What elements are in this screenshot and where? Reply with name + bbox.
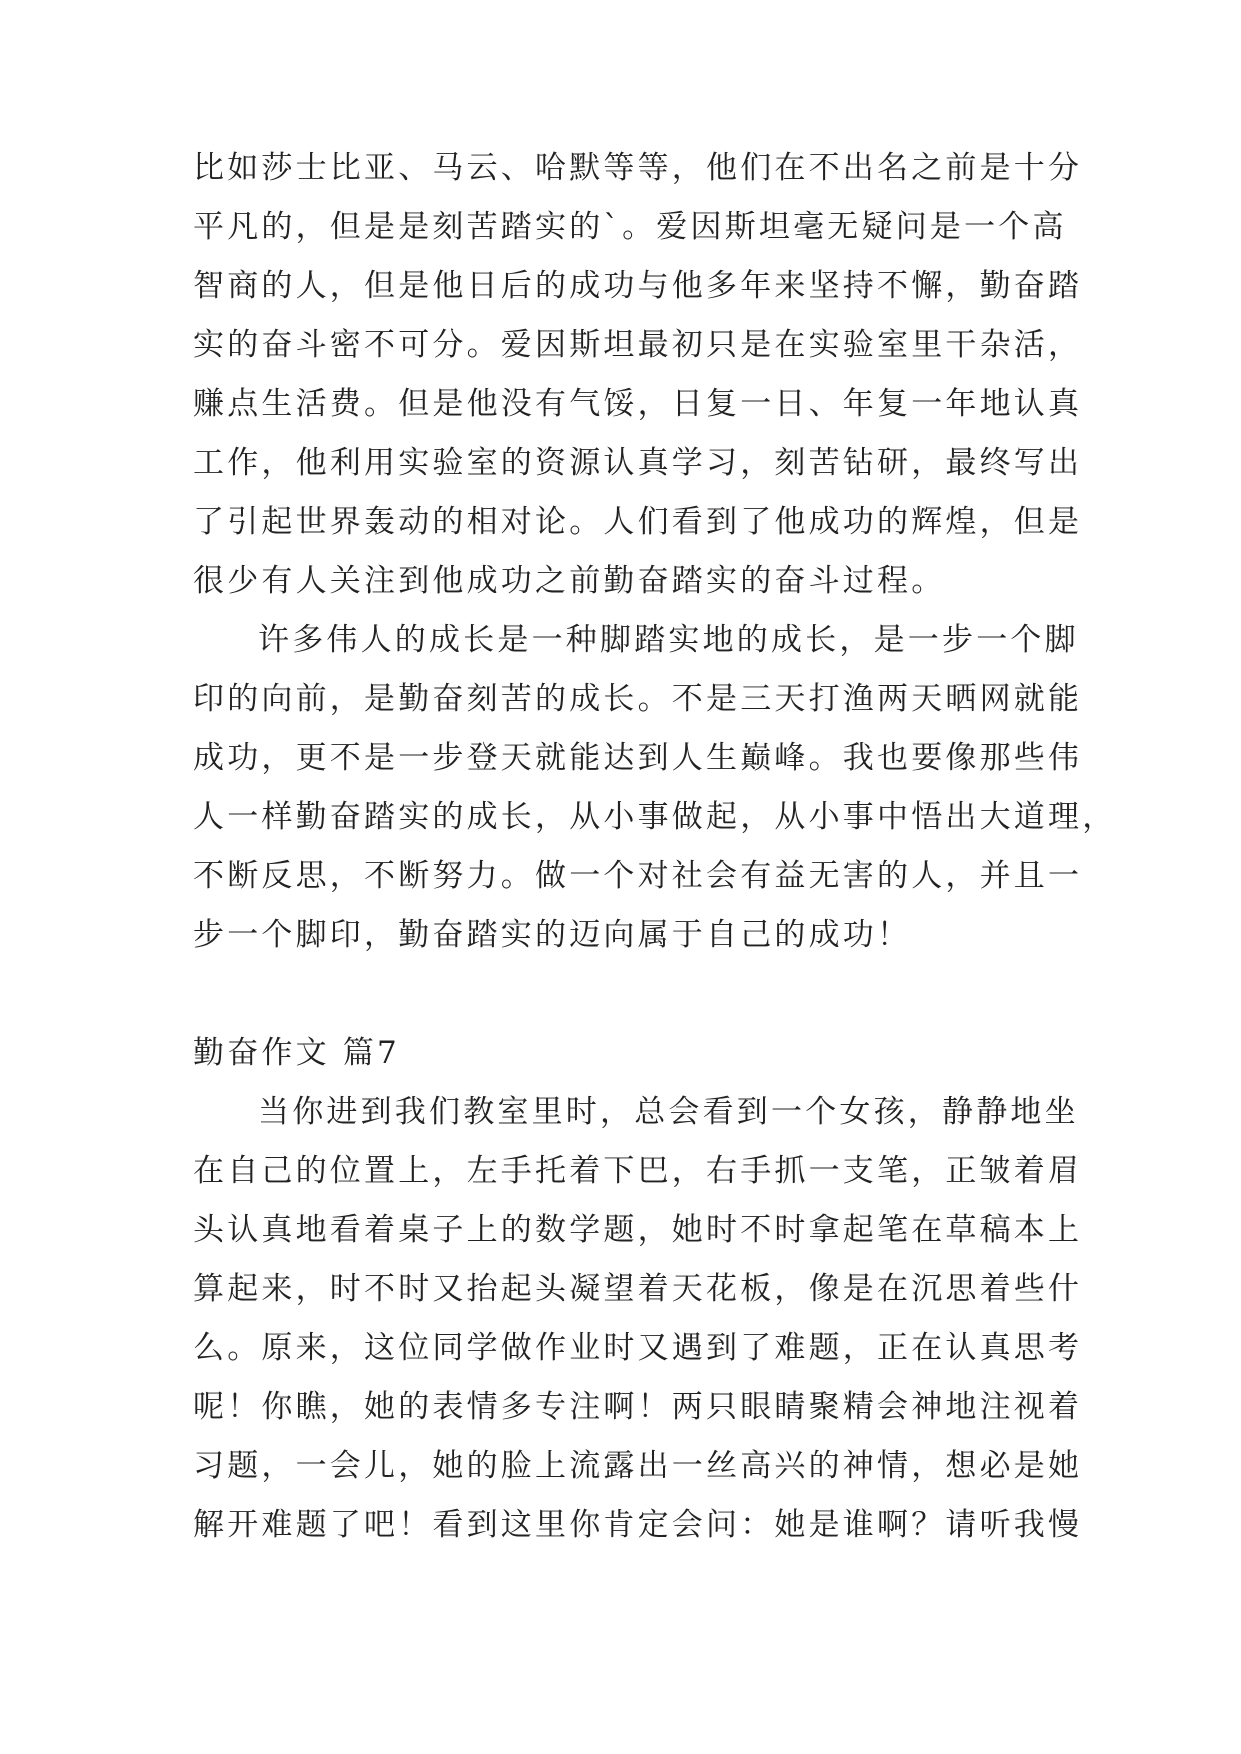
text-line: 成功，更不是一步登天就能达到人生巅峰。我也要像那些伟 [193, 740, 1083, 776]
text-line: 赚点生活费。但是他没有气馁，日复一日、年复一年地认真 [193, 386, 1083, 422]
text-line: 很少有人关注到他成功之前勤奋踏实的奋斗过程。 [193, 563, 946, 599]
text-line: 么。原来，这位同学做作业时又遇到了难题，正在认真思考 [193, 1330, 1083, 1366]
text-line: 头认真地看着桌子上的数学题，她时不时拿起笔在草稿本上 [193, 1212, 1083, 1248]
text-line: 习题，一会儿，她的脸上流露出一丝高兴的神情，想必是她 [193, 1448, 1083, 1484]
text-line: 工作，他利用实验室的资源认真学习，刻苦钻研，最终写出 [193, 445, 1083, 481]
paragraph-first-line: 当你进到我们教室里时，总会看到一个女孩，静静地坐 [258, 1094, 1079, 1130]
text-line: 步一个脚印，勤奋踏实的迈向属于自己的成功！ [193, 917, 912, 953]
text-line: 了引起世界轰动的相对论。人们看到了他成功的辉煌，但是 [193, 504, 1083, 540]
text-line: 人一样勤奋踏实的成长，从小事做起，从小事中悟出大道理， [193, 799, 1117, 835]
text-line: 平凡的，但是是刻苦踏实的`。爱因斯坦毫无疑问是一个高 [193, 209, 1067, 245]
text-line: 智商的人，但是他日后的成功与他多年来坚持不懈，勤奋踏 [193, 268, 1083, 304]
paragraph-first-line: 许多伟人的成长是一种脚踏实地的成长，是一步一个脚 [258, 622, 1079, 658]
text-line: 实的奋斗密不可分。爱因斯坦最初只是在实验室里干杂活， [193, 327, 1083, 363]
text-line: 呢！你瞧，她的表情多专注啊！两只眼睛聚精会神地注视着 [193, 1389, 1083, 1425]
text-line: 不断反思，不断努力。做一个对社会有益无害的人，并且一 [193, 858, 1083, 894]
section-heading: 勤奋作文 篇7 [193, 1035, 400, 1071]
text-line: 比如莎士比亚、马云、哈默等等，他们在不出名之前是十分 [193, 150, 1083, 186]
text-line: 印的向前，是勤奋刻苦的成长。不是三天打渔两天晒网就能 [193, 681, 1083, 717]
text-line: 解开难题了吧！看到这里你肯定会问：她是谁啊？请听我慢 [193, 1507, 1083, 1543]
text-line: 在自己的位置上，左手托着下巴，右手抓一支笔，正皱着眉 [193, 1153, 1083, 1189]
text-line: 算起来，时不时又抬起头凝望着天花板，像是在沉思着些什 [193, 1271, 1083, 1307]
